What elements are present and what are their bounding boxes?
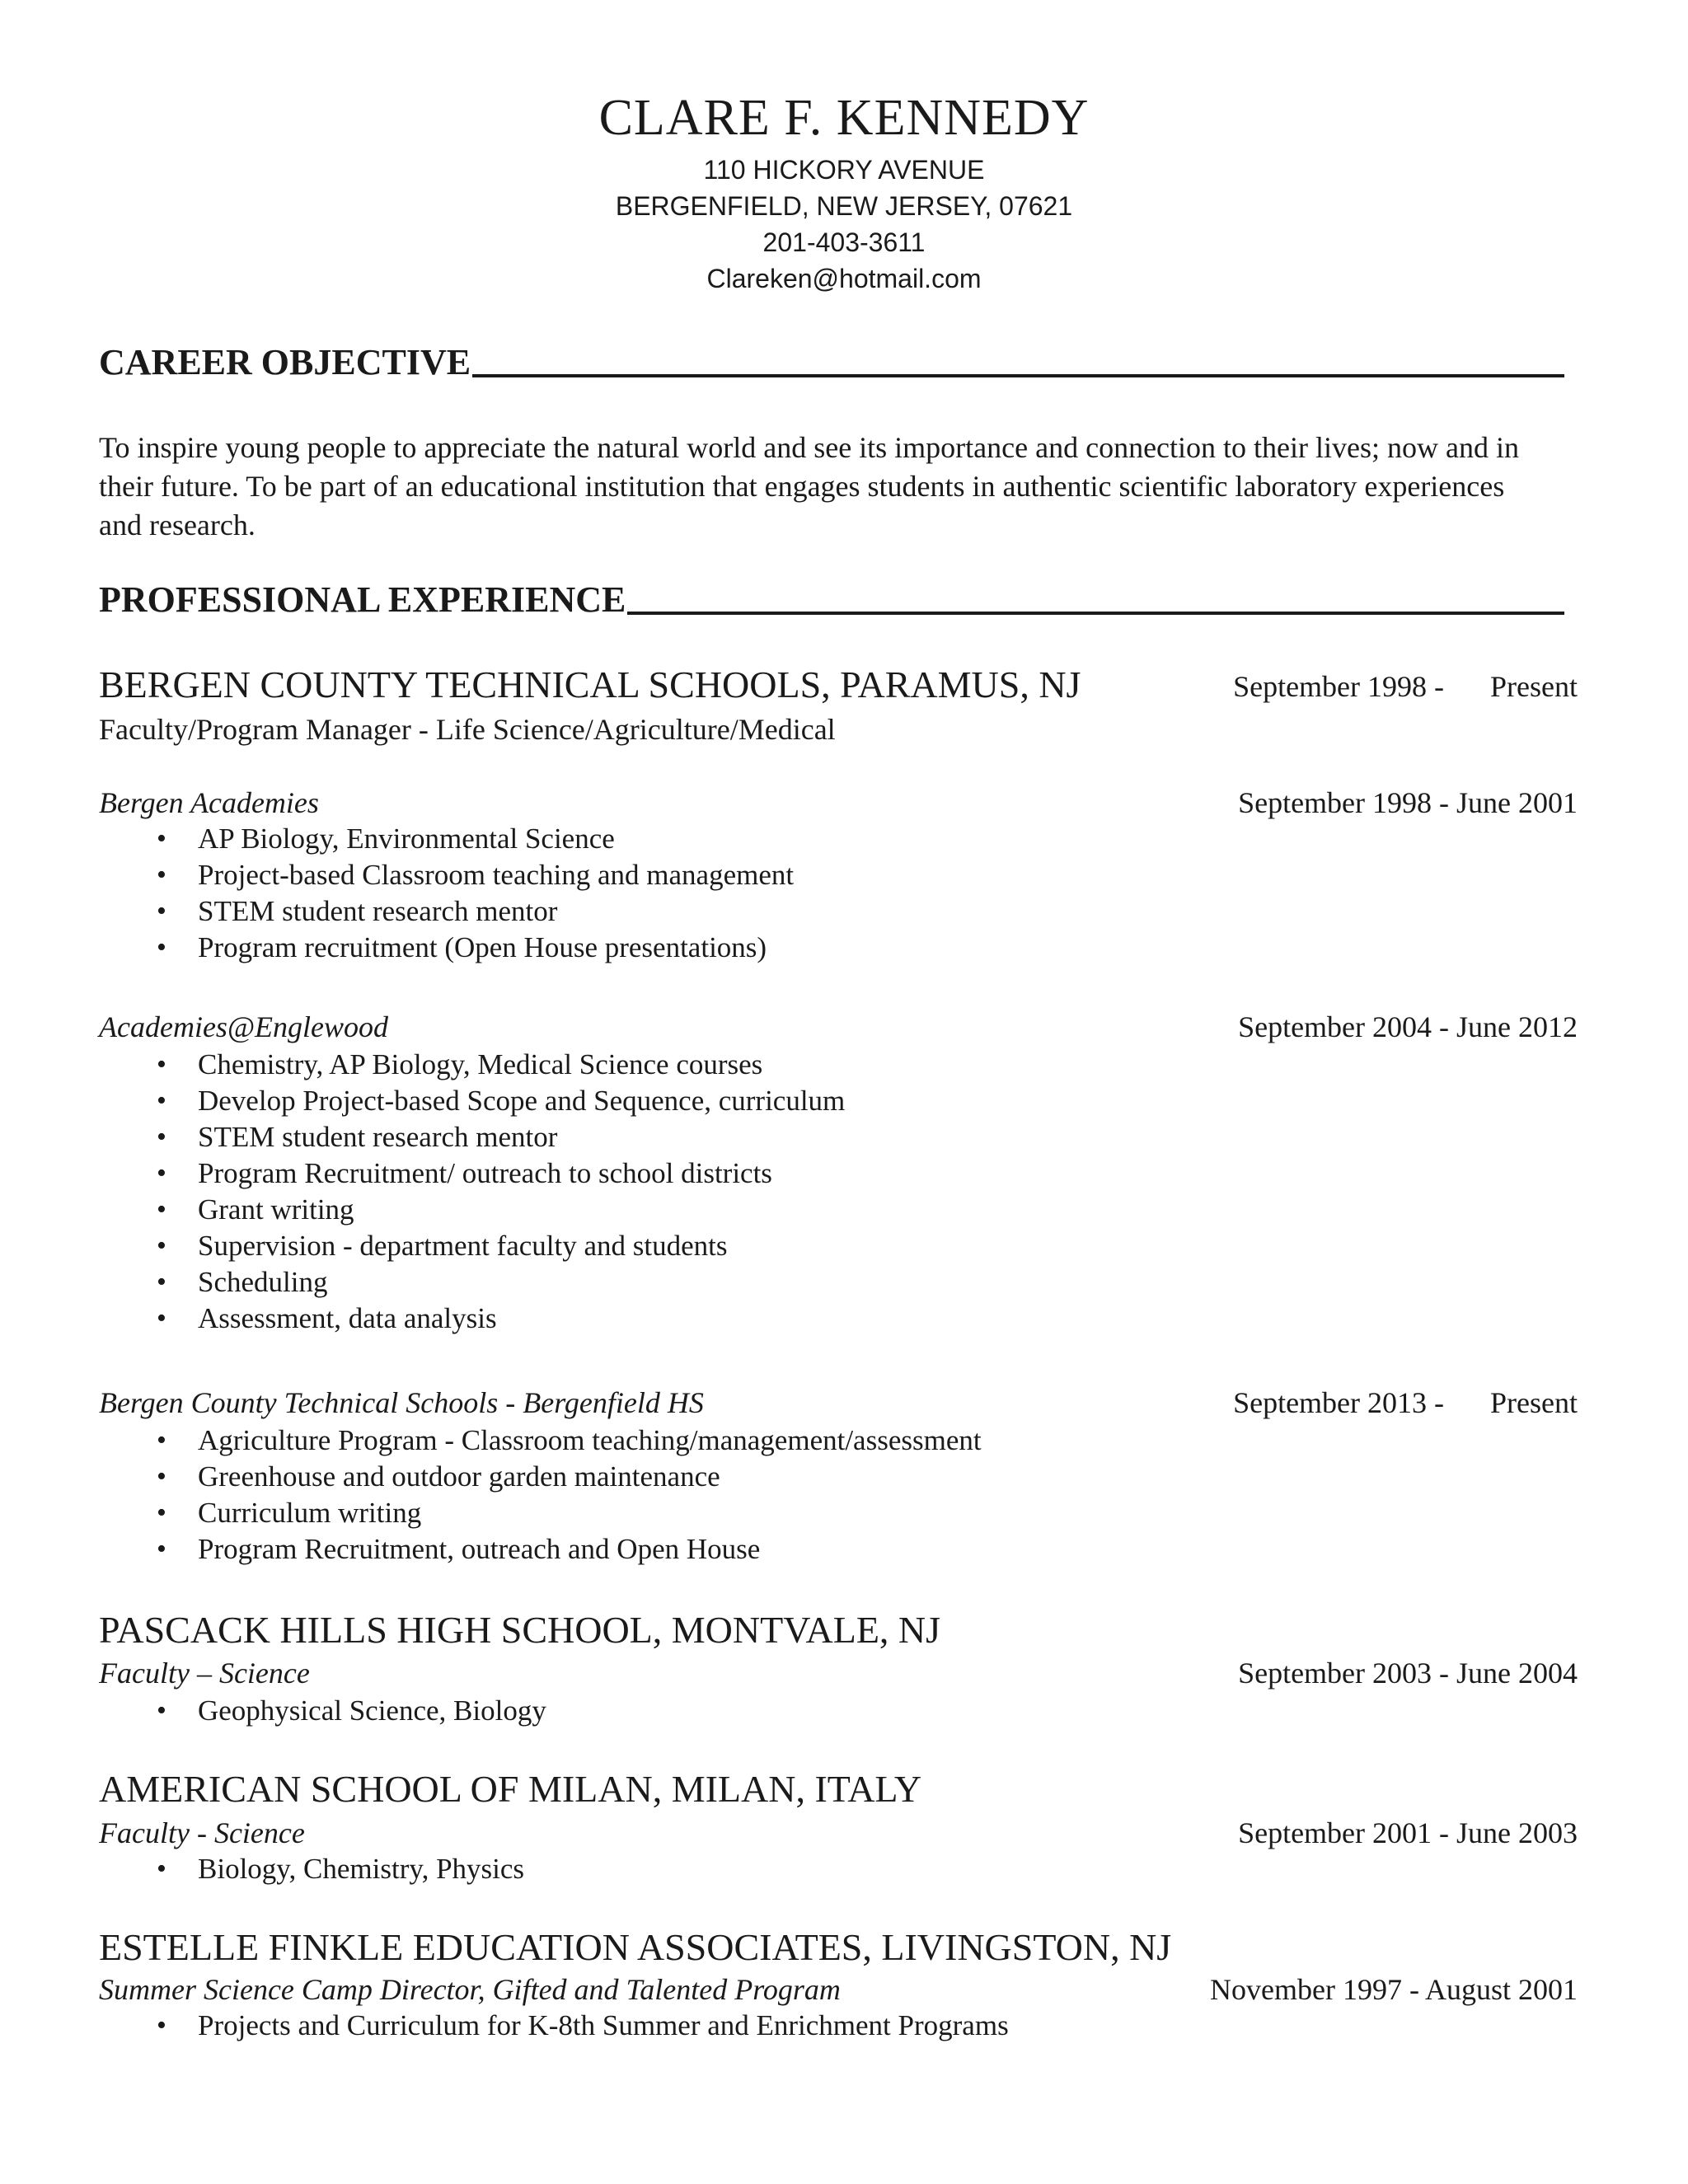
- job-role: Faculty - Science: [99, 1816, 305, 1849]
- list-item: • Assessment, data analysis: [157, 1301, 845, 1337]
- email-address: Clareken@hotmail.com: [706, 264, 982, 293]
- employer-name: PASCACK HILLS HIGH SCHOOL, MONTVALE, NJ: [99, 1609, 941, 1651]
- program-name: Bergen Academies: [99, 786, 319, 819]
- list-item: • AP Biology, Environmental Science: [157, 821, 794, 857]
- employment-dates: November 1997 - August 2001: [1210, 1973, 1578, 2006]
- list-item: • Biology, Chemistry, Physics: [157, 1851, 524, 1887]
- list-item: • Supervision - department faculty and students: [157, 1228, 845, 1264]
- employment-dates: [1233, 672, 1578, 701]
- career-objective-heading: [99, 344, 1564, 381]
- heading-rule: [627, 612, 1564, 615]
- duties-list: [157, 2008, 1009, 2044]
- job-role: Faculty/Program Manager - Life Science/Agriculture/Medical: [99, 713, 836, 746]
- list-item: • Develop Project-based Scope and Sequence, curriculum: [157, 1083, 845, 1119]
- duties-list: [157, 1422, 982, 1568]
- candidate-name: CLARE F. KENNEDY: [598, 90, 1090, 146]
- employer-name: ESTELLE FINKLE EDUCATION ASSOCIATES, LIVINGSTON, NJ: [99, 1926, 1172, 1968]
- list-item: • Program Recruitment/ outreach to school districts: [157, 1155, 845, 1192]
- professional-experience-title: PROFESSIONAL EXPERIENCE: [99, 579, 626, 620]
- program-name: Bergen County Technical Schools - Bergenfield HS: [99, 1386, 704, 1419]
- date-start: September 1998 -: [1233, 670, 1445, 703]
- address-line-1: 110 HICKORY AVENUE: [703, 155, 985, 185]
- list-item: • Scheduling: [157, 1264, 845, 1301]
- duties-list: [157, 1047, 845, 1337]
- employer-name: BERGEN COUNTY TECHNICAL SCHOOLS, PARAMUS, NJ: [99, 663, 1081, 705]
- program-dates: September 2004 - June 2012: [1238, 1010, 1578, 1043]
- list-item: • Program Recruitment, outreach and Open House: [157, 1531, 982, 1568]
- program-name: Academies@Englewood: [99, 1010, 389, 1043]
- list-item: • Agriculture Program - Classroom teaching/management/assessment: [157, 1422, 982, 1459]
- duties-list: [157, 1851, 524, 1887]
- career-objective-title: CAREER OBJECTIVE: [99, 342, 471, 382]
- job-role: Faculty – Science: [99, 1657, 310, 1690]
- job-role: Summer Science Camp Director, Gifted and Talented Program: [99, 1973, 841, 2006]
- date-end: Present: [1490, 670, 1578, 703]
- list-item: • Chemistry, AP Biology, Medical Science courses: [157, 1047, 845, 1083]
- program-dates: September 1998 - June 2001: [1238, 786, 1578, 819]
- date-end: Present: [1490, 1386, 1578, 1419]
- list-item: • Program recruitment (Open House presentations): [157, 930, 794, 966]
- list-item: • STEM student research mentor: [157, 893, 794, 930]
- professional-experience-heading: [99, 579, 1564, 620]
- career-objective-text: To inspire young people to appreciate the natural world and see its importance and connection to their lives; now and in their future. To be part of an educational institution that engages students in authentic scientific laboratory experiences and research.: [99, 431, 1519, 541]
- list-item: • Curriculum writing: [157, 1495, 982, 1531]
- list-item: • Projects and Curriculum for K-8th Summer and Enrichment Programs: [157, 2008, 1009, 2044]
- employment-dates: September 2003 - June 2004: [1238, 1657, 1578, 1690]
- list-item: • STEM student research mentor: [157, 1119, 845, 1155]
- employment-dates: September 2001 - June 2003: [1238, 1816, 1578, 1849]
- duties-list: [157, 1693, 546, 1729]
- duties-list: [157, 821, 794, 966]
- phone-number: 201-403-3611: [762, 227, 926, 257]
- program-dates: [1233, 1388, 1578, 1418]
- employer-name: AMERICAN SCHOOL OF MILAN, MILAN, ITALY: [99, 1768, 922, 1810]
- address-line-2: BERGENFIELD, NEW JERSEY, 07621: [615, 191, 1073, 221]
- date-start: September 2013 -: [1233, 1386, 1445, 1419]
- list-item: • Geophysical Science, Biology: [157, 1693, 546, 1729]
- list-item: • Project-based Classroom teaching and management: [157, 857, 794, 893]
- heading-rule: [472, 374, 1564, 377]
- list-item: • Grant writing: [157, 1192, 845, 1228]
- list-item: • Greenhouse and outdoor garden maintenance: [157, 1459, 982, 1495]
